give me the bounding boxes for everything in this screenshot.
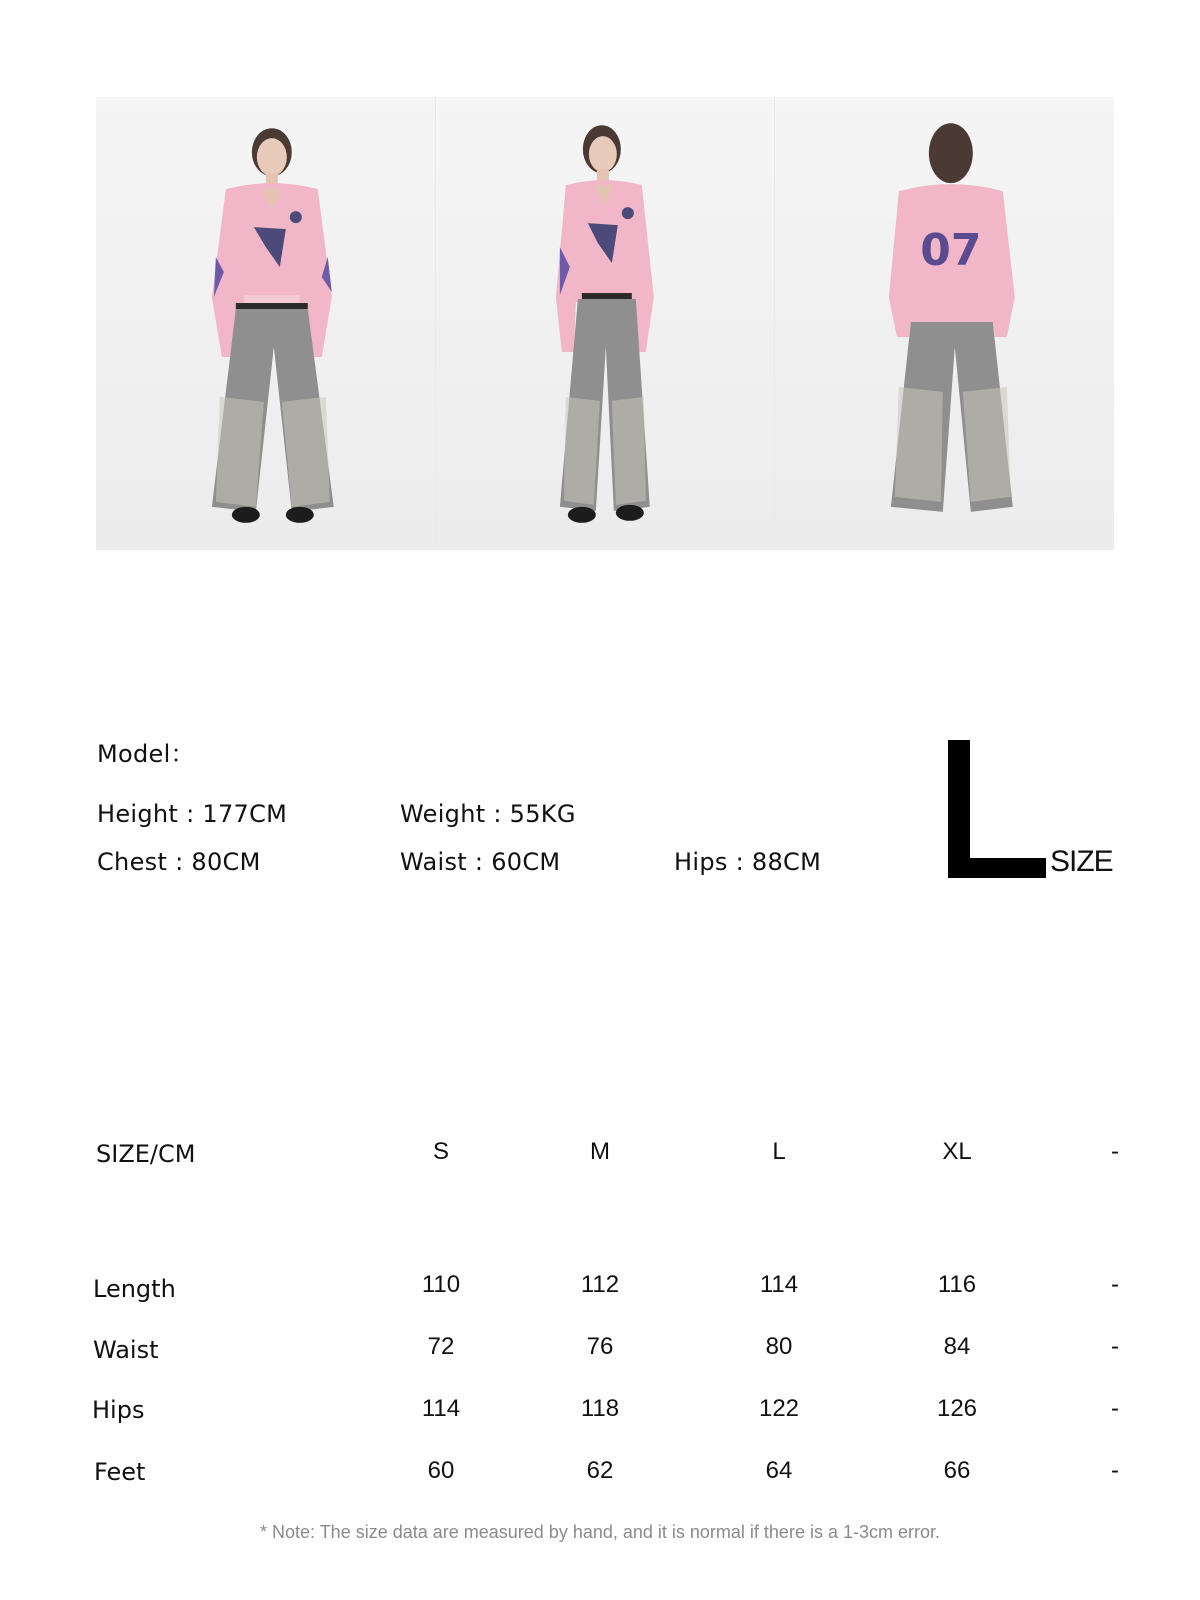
table-cell: 64: [765, 1457, 793, 1484]
table-cell: 80: [765, 1333, 793, 1360]
table-cell: 60: [427, 1457, 455, 1484]
model-photo-back: [774, 97, 1114, 550]
model-hips: Hips : 88CM: [674, 848, 822, 876]
model-figure-front: [96, 97, 435, 550]
table-cell: 122: [758, 1395, 800, 1422]
size-header-extra: -: [1111, 1138, 1119, 1165]
table-cell: 118: [580, 1395, 620, 1422]
row-label-feet: Feet: [94, 1458, 146, 1486]
back-number: 07: [920, 225, 982, 277]
table-cell: -: [1111, 1395, 1119, 1422]
model-heading: Model：: [97, 740, 195, 768]
table-cell: -: [1111, 1457, 1119, 1484]
table-cell: 62: [586, 1457, 614, 1484]
table-cell: 126: [936, 1395, 978, 1422]
size-header-s: S: [432, 1138, 449, 1165]
row-label-waist: Waist: [93, 1336, 159, 1364]
model-waist: Waist : 60CM: [400, 848, 561, 876]
table-cell: 110: [421, 1271, 461, 1298]
table-cell: 114: [759, 1271, 799, 1298]
model-photo-front: [96, 97, 435, 550]
table-cell: 84: [943, 1333, 971, 1360]
size-letter-l: [948, 740, 1046, 878]
model-figure-angle: [436, 97, 775, 550]
table-cell: 114: [421, 1395, 461, 1422]
size-word: SIZE: [1050, 845, 1113, 878]
product-photo-strip: [96, 97, 1114, 550]
table-cell: 112: [580, 1271, 620, 1298]
size-table-header-label: SIZE/CM: [96, 1140, 196, 1168]
model-weight: Weight : 55KG: [400, 800, 576, 828]
table-cell: 116: [937, 1271, 977, 1298]
table-cell: -: [1111, 1333, 1119, 1360]
table-cell: 76: [586, 1333, 614, 1360]
size-header-xl: XL: [942, 1138, 972, 1165]
model-photo-angle: [435, 97, 775, 550]
size-header-m: M: [590, 1138, 610, 1165]
model-figure-back: [775, 97, 1114, 550]
row-label-length: Length: [93, 1275, 176, 1303]
measurement-note: * Note: The size data are measured by hand, and it is normal if there is a 1-3cm error.: [259, 1522, 940, 1542]
model-chest: Chest : 80CM: [97, 848, 261, 876]
table-cell: 72: [427, 1333, 455, 1360]
row-label-hips: Hips: [92, 1396, 145, 1424]
table-cell: -: [1111, 1271, 1119, 1298]
model-height: Height : 177CM: [97, 800, 288, 828]
table-cell: 66: [943, 1457, 971, 1484]
size-header-l: L: [772, 1138, 786, 1165]
